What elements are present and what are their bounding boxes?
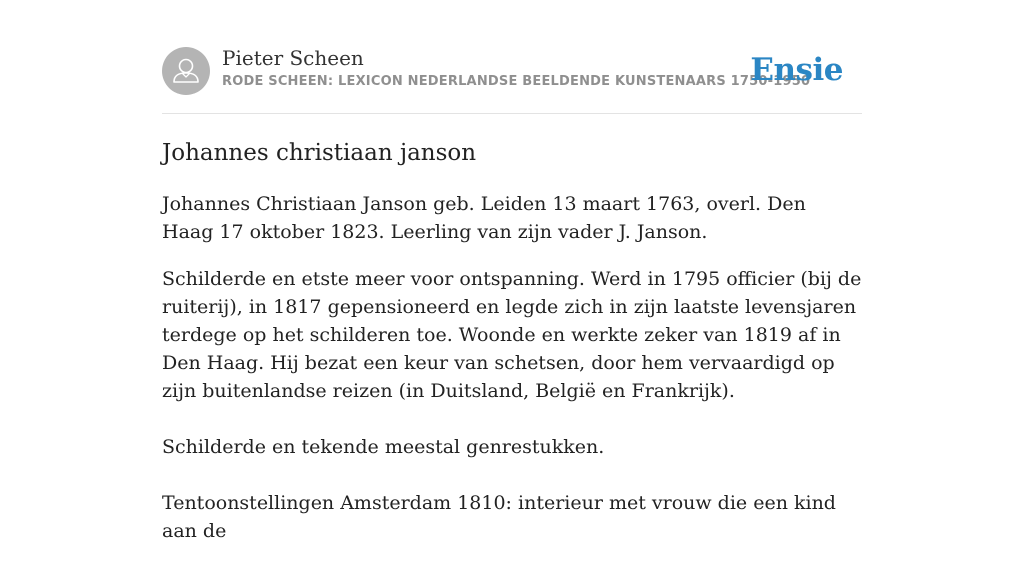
user-icon xyxy=(162,47,210,95)
author-name[interactable]: Pieter Scheen xyxy=(222,46,364,70)
article-paragraph: Tentoonstellingen Amsterdam 1810: interieur met vrouw die een kind aan de xyxy=(162,492,836,542)
header-divider xyxy=(162,113,862,114)
article-title: Johannes christiaan janson xyxy=(162,140,477,166)
article-paragraph: Schilderde en tekende meestal genrestukken. xyxy=(162,436,605,458)
article-paragraph: Johannes Christiaan Janson geb. Leiden 13 maart 1763, overl. Den Haag 17 oktober 1823. Leerling van zijn vader J. Janson. xyxy=(162,193,806,243)
ensie-logo[interactable]: Ensie xyxy=(750,52,843,88)
article-body xyxy=(162,190,862,564)
article-paragraph: Schilderde en etste meer voor ontspanning. Werd in 1795 officier (bij de ruiterij), in 1817 gepensioneerd en legde zich in zijn laatste levensjaren terdege op het schilderen toe. Woonde en werkte zeker van 1819 af in Den Haag. Hij bezat een keur van schetsen, door hem vervaardigd op zijn buitenlandse reizen (in Duitsland, België en Frankrijk). xyxy=(162,268,862,402)
source-title[interactable]: RODE SCHEEN: LEXICON NEDERLANDSE BEELDENDE KUNSTENAARS 1750-1950 xyxy=(222,74,811,89)
author-avatar[interactable] xyxy=(162,47,210,95)
article-header xyxy=(162,46,862,96)
